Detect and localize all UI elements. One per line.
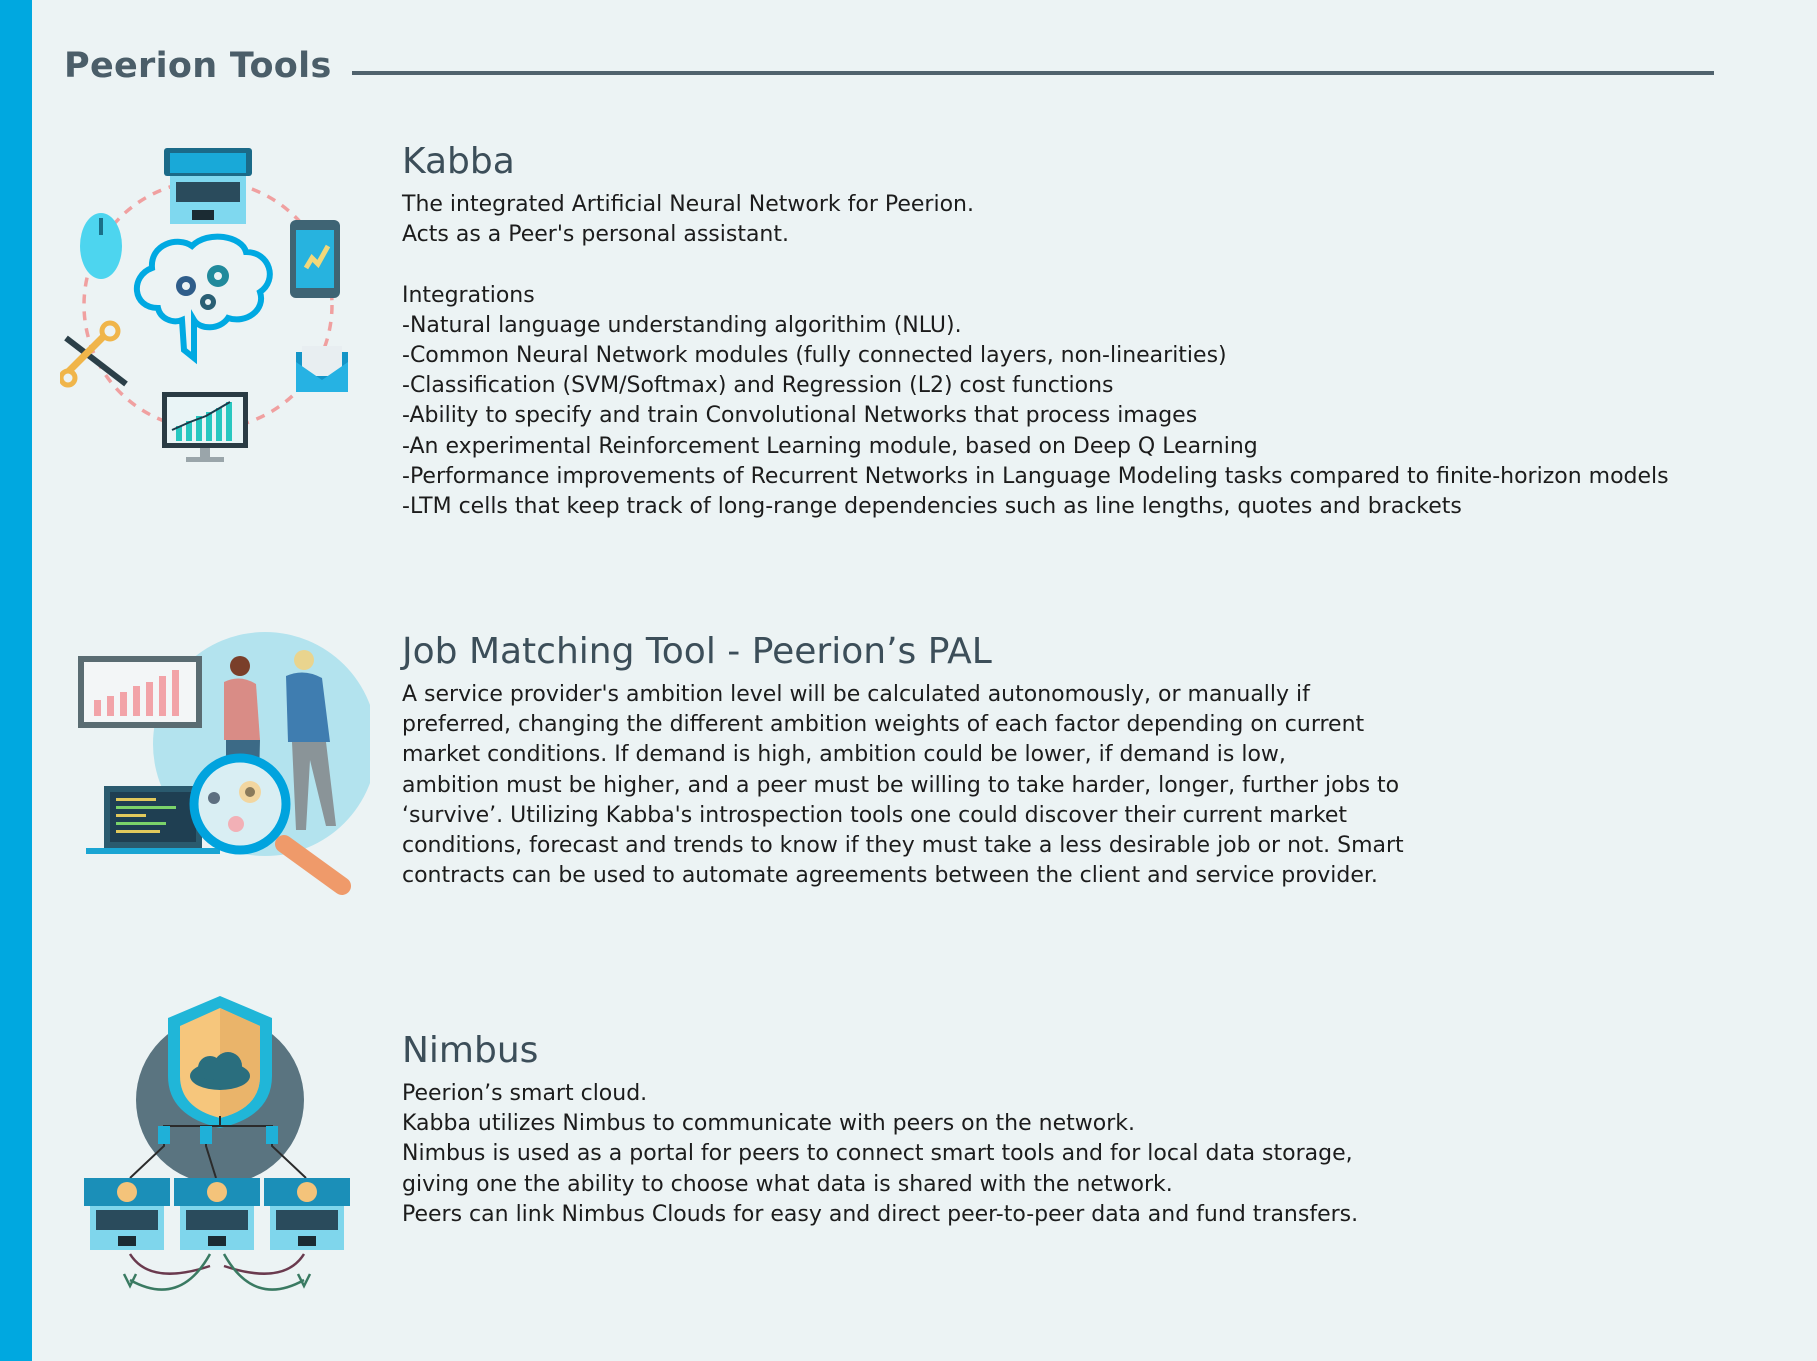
laptop-icon bbox=[174, 1178, 260, 1250]
laptop-icon bbox=[264, 1178, 350, 1250]
wrench-screwdriver-icon bbox=[61, 323, 126, 385]
body-line: Nimbus is used as a portal for peers to connect smart tools and for local data storage, bbox=[402, 1141, 1353, 1167]
section-heading: Job Matching Tool - Peerion’s PAL bbox=[402, 631, 992, 672]
body-line: -LTM cells that keep track of long-range dependencies such as line lengths, quotes and brackets bbox=[402, 494, 1462, 520]
lock-icon bbox=[158, 1126, 170, 1144]
section-heading: Nimbus bbox=[402, 1030, 539, 1071]
body-line: Kabba utilizes Nimbus to communicate with peers on the network. bbox=[402, 1111, 1135, 1137]
body-line: -Performance improvements of Recurrent Networks in Language Modeling tasks compared to finite-horizon models bbox=[402, 463, 1669, 489]
body-line: Integrations bbox=[402, 282, 535, 308]
body-line: Peers can link Nimbus Clouds for easy and direct peer-to-peer data and fund transfers. bbox=[402, 1201, 1359, 1227]
body-line: A service provider's ambition level will be calculated autonomously, or manually if bbox=[402, 682, 1310, 707]
body-line: contracts can be used to automate agreements between the client and service provider. bbox=[402, 863, 1378, 889]
body-line: -Ability to specify and train Convolutional Networks that process images bbox=[402, 403, 1198, 429]
body-line: -An experimental Reinforcement Learning module, based on Deep Q Learning bbox=[402, 433, 1258, 459]
page-title: Peerion Tools bbox=[64, 46, 332, 86]
body-line: ambition must be higher, and a peer must be willing to take harder, longer, further jobs to bbox=[402, 772, 1400, 798]
envelope-icon bbox=[296, 346, 348, 392]
body-line: -Common Neural Network modules (fully connected layers, non-linearities) bbox=[402, 343, 1227, 368]
left-accent-bar bbox=[0, 0, 32, 1361]
kabba-text bbox=[402, 140, 1669, 522]
body-line: The integrated Artificial Neural Network for Peerion. bbox=[402, 192, 974, 217]
body-line: -Natural language understanding algorithim (NLU). bbox=[402, 312, 962, 338]
title-rule bbox=[352, 71, 1714, 75]
mouse-icon bbox=[80, 213, 122, 279]
phone-icon bbox=[290, 220, 340, 298]
body-line: preferred, changing the different ambition weights of each factor depending on current bbox=[402, 712, 1365, 738]
body-line: Peerion’s smart cloud. bbox=[402, 1081, 648, 1106]
monitor-chart-icon bbox=[162, 392, 248, 462]
laptop-icon bbox=[164, 148, 252, 224]
job-matching-text bbox=[402, 630, 1404, 891]
lock-icon bbox=[200, 1126, 212, 1144]
brain-gears-icon bbox=[137, 237, 270, 358]
body-line: Acts as a Peer's personal assistant. bbox=[402, 222, 789, 248]
chart-board-icon bbox=[78, 656, 202, 728]
body-line: ‘survive’. Utilizing Kabba's introspection tools one could discover their current market bbox=[402, 802, 1348, 828]
cloud-network-illustration bbox=[60, 996, 370, 1304]
body-line: conditions, forecast and trends to know if they must take a less desirable job or not. Smart bbox=[402, 833, 1404, 859]
job-matching-illustration bbox=[60, 630, 370, 904]
shield-cloud-icon bbox=[168, 996, 272, 1128]
laptop-icon bbox=[84, 1178, 170, 1250]
ai-brain-devices-illustration bbox=[60, 140, 370, 470]
section-heading: Kabba bbox=[402, 141, 515, 182]
lock-icon bbox=[266, 1126, 278, 1144]
blank-line bbox=[402, 250, 1669, 280]
body-line: market conditions. If demand is high, ambition could be lower, if demand is low, bbox=[402, 742, 1286, 768]
body-line: giving one the ability to choose what data is shared with the network. bbox=[402, 1171, 1173, 1197]
body-line: -Classification (SVM/Softmax) and Regression (L2) cost functions bbox=[402, 373, 1114, 399]
transfer-arrows-icon bbox=[124, 1254, 310, 1290]
nimbus-text bbox=[402, 1029, 1358, 1230]
